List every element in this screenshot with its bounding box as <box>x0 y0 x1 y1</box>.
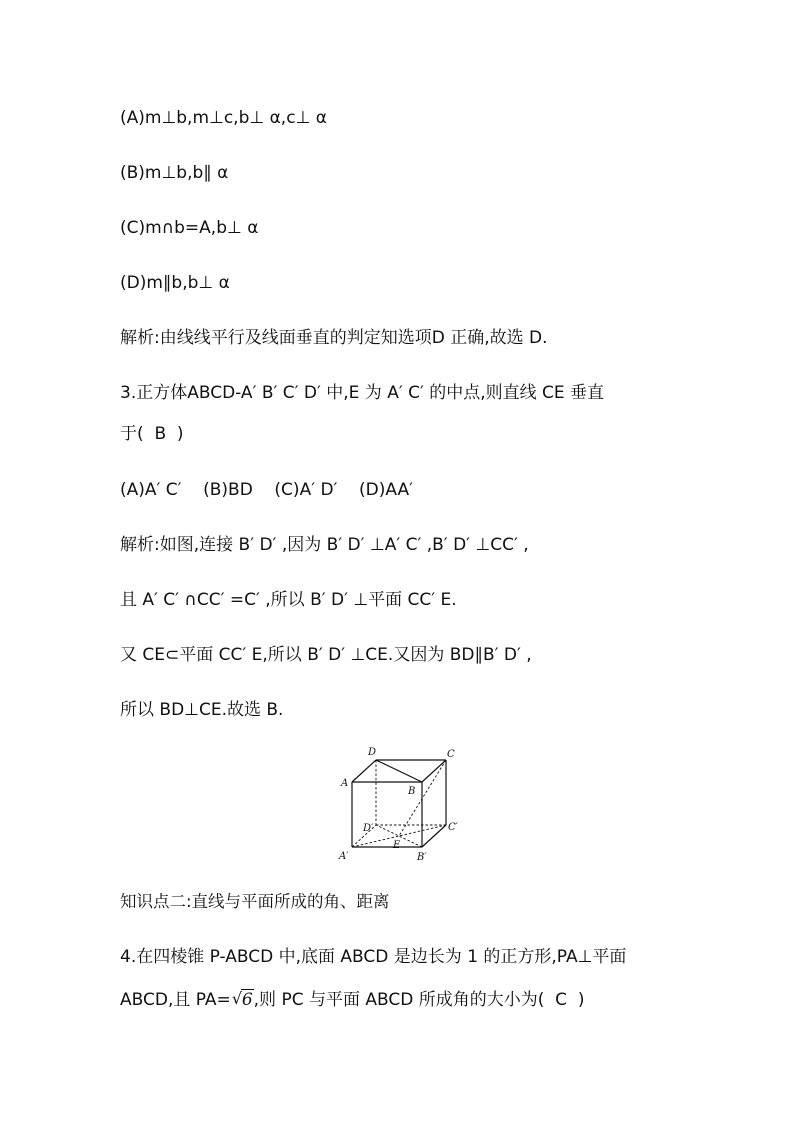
option-b: (B)m⊥b,b∥ α <box>120 163 229 183</box>
vertex-label-cp: C′ <box>448 822 458 833</box>
cube-diagram <box>336 742 462 868</box>
analysis-q3-line-3: 又 CE⊂平面 CC′ E,所以 B′ D′ ⊥CE.又因为 BD∥B′ D′ , <box>120 645 532 665</box>
vertex-label-a: A <box>341 778 349 789</box>
vertex-label-ap: A′ <box>339 851 349 862</box>
section-2-title: 知识点二:直线与平面所成的角、距离 <box>120 892 390 911</box>
vertex-label-c: C <box>447 749 455 760</box>
sqrt-radicand: 6 <box>241 990 253 1010</box>
question-3-options: (A)A′ C′ (B)BD (C)A′ D′ (D)AA′ <box>120 480 413 500</box>
question-4-line-2-start: ABCD,且 PA= <box>120 990 231 1010</box>
edge-bp-cp <box>422 825 446 847</box>
question-4-line-2 <box>120 987 584 1012</box>
edge-b-c <box>422 760 446 782</box>
sqrt-six <box>232 987 254 1012</box>
radical-sign-icon: √ <box>231 989 243 1008</box>
vertex-label-b: B <box>408 786 416 797</box>
analysis-q3-line-2: 且 A′ C′ ∩CC′ =C′ ,所以 B′ D′ ⊥平面 CC′ E. <box>120 590 457 610</box>
cube-figure <box>336 742 462 868</box>
question-3-line-2: 于( B ) <box>120 424 184 444</box>
analysis-q3-line-1: 解析:如图,连接 B′ D′ ,因为 B′ D′ ⊥A′ C′ ,B′ D′ ⊥CC′ , <box>120 535 529 555</box>
question-4-line-1: 4.在四棱锥 P-ABCD 中,底面 ABCD 是边长为 1 的正方形,PA⊥平面 <box>120 947 627 967</box>
vertex-label-dp: D′ <box>363 823 374 834</box>
option-d: (D)m∥b,b⊥ α <box>120 273 230 293</box>
option-c: (C)m∩b=A,b⊥ α <box>120 218 259 238</box>
analysis-q2: 解析:由线线平行及线面垂直的判定知选项D 正确,故选 D. <box>120 328 548 348</box>
question-4-line-2-end: ,则 PC 与平面 ABCD 所成角的大小为( C ) <box>253 990 585 1010</box>
diagonal-b-d <box>376 760 422 782</box>
analysis-q3-line-4: 所以 BD⊥CE.故选 B. <box>120 700 284 720</box>
question-3-line-1: 3.正方体ABCD-A′ B′ C′ D′ 中,E 为 A′ C′ 的中点,则直线 CE 垂直 <box>120 383 605 403</box>
vertex-label-bp: B′ <box>417 852 427 863</box>
edge-a-d <box>352 760 376 782</box>
vertex-label-e: E <box>393 840 401 851</box>
option-a: (A)m⊥b,m⊥c,b⊥ α,c⊥ α <box>120 108 327 128</box>
vertex-label-d: D <box>368 747 377 758</box>
